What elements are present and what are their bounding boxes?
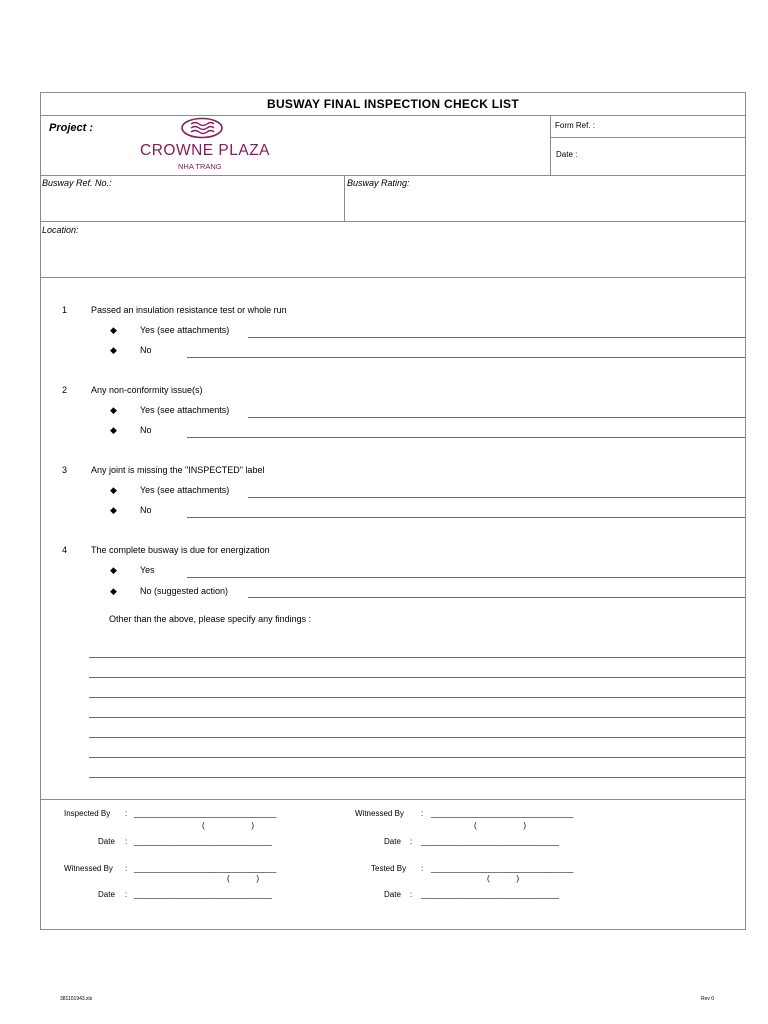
inspected-by-label: Inspected By xyxy=(64,809,111,818)
date-label: Date xyxy=(384,837,401,846)
item-question: Passed an insulation resistance test or whole run xyxy=(91,305,287,315)
item-number: 4 xyxy=(62,545,68,555)
form-title: BUSWAY FINAL INSPECTION CHECK LIST xyxy=(266,97,519,111)
logo-brand: CROWNE PLAZA xyxy=(140,142,271,159)
bullet-diamond-icon: ◆ xyxy=(110,345,117,355)
inspected-by-paren: ( ) xyxy=(202,821,255,830)
crowne-plaza-logo xyxy=(140,116,271,174)
divider xyxy=(40,175,746,176)
bullet-diamond-icon: ◆ xyxy=(110,565,117,575)
date-field[interactable]: _______________________________ xyxy=(134,890,272,899)
tested-by-field[interactable]: ________________________________ xyxy=(431,864,574,873)
divider xyxy=(344,175,345,221)
footer-filename: 381101943.xls xyxy=(60,996,93,1002)
date-field[interactable]: _______________________________ xyxy=(134,837,272,846)
colon: : xyxy=(421,809,424,818)
busway-rating-label: Busway Rating: xyxy=(347,178,410,188)
option-no: No (suggested action) xyxy=(140,586,229,596)
findings-line[interactable] xyxy=(89,717,745,718)
form-ref-label: Form Ref. : xyxy=(555,121,596,130)
colon: : xyxy=(421,864,424,873)
witnessed-by-field[interactable]: ________________________________ xyxy=(431,809,574,818)
divider xyxy=(550,137,746,138)
findings-line[interactable] xyxy=(89,757,745,758)
item-number: 2 xyxy=(62,385,68,395)
option-no: No xyxy=(140,505,152,515)
option-yes: Yes (see attachments) xyxy=(140,405,230,415)
item-question: Any joint is missing the "INSPECTED" label xyxy=(91,465,265,475)
findings-line[interactable] xyxy=(89,777,745,778)
answer-line[interactable] xyxy=(248,497,745,498)
item-number: 1 xyxy=(62,305,68,315)
colon: : xyxy=(410,890,413,899)
answer-line[interactable] xyxy=(187,437,745,438)
findings-line[interactable] xyxy=(89,697,745,698)
bullet-diamond-icon: ◆ xyxy=(110,425,117,435)
bullet-diamond-icon: ◆ xyxy=(110,325,117,335)
answer-line[interactable] xyxy=(248,417,745,418)
project-label: Project : xyxy=(49,122,94,134)
answer-line[interactable] xyxy=(248,337,745,338)
date-label: Date : xyxy=(556,150,578,159)
bullet-diamond-icon: ◆ xyxy=(110,485,117,495)
option-yes: Yes (see attachments) xyxy=(140,485,230,495)
bullet-diamond-icon: ◆ xyxy=(110,505,117,515)
witnessed-by-paren: ( ) xyxy=(474,821,527,830)
colon: : xyxy=(125,837,128,846)
bullet-diamond-icon: ◆ xyxy=(110,586,117,596)
colon: : xyxy=(125,809,128,818)
date-field[interactable]: _______________________________ xyxy=(421,837,559,846)
answer-line[interactable] xyxy=(248,597,745,598)
bullet-diamond-icon: ◆ xyxy=(110,405,117,415)
item-question: The complete busway is due for energization xyxy=(91,545,270,555)
colon: : xyxy=(125,890,128,899)
option-yes: Yes (see attachments) xyxy=(140,325,230,335)
divider xyxy=(40,221,746,222)
colon: : xyxy=(410,837,413,846)
logo-emblem-icon xyxy=(180,117,224,139)
location-label: Location: xyxy=(42,225,79,235)
inspected-by-field[interactable]: ________________________________ xyxy=(134,809,277,818)
option-yes: Yes xyxy=(140,565,155,575)
answer-line[interactable] xyxy=(187,517,745,518)
witnessed-by-label: Witnessed By xyxy=(355,809,404,818)
findings-line[interactable] xyxy=(89,657,745,658)
date-field[interactable]: _______________________________ xyxy=(421,890,559,899)
other-findings-label: Other than the above, please specify any findings : xyxy=(109,614,312,624)
item-question: Any non-conformity issue(s) xyxy=(91,385,203,395)
witnessed-by-label: Witnessed By xyxy=(64,864,113,873)
footer-revision: Rev 0 xyxy=(701,996,715,1002)
divider xyxy=(550,115,551,175)
witnessed-by-field[interactable]: ________________________________ xyxy=(134,864,277,873)
logo-sub: NHA TRANG xyxy=(178,162,222,171)
findings-line[interactable] xyxy=(89,677,745,678)
busway-ref-label: Busway Ref. No.: xyxy=(42,178,112,188)
divider xyxy=(40,277,746,278)
divider xyxy=(40,799,746,800)
answer-line[interactable] xyxy=(187,577,745,578)
findings-line[interactable] xyxy=(89,737,745,738)
tested-by-paren: ( ) xyxy=(487,874,519,883)
option-no: No xyxy=(140,345,152,355)
witnessed-by-paren: ( ) xyxy=(227,874,259,883)
tested-by-label: Tested By xyxy=(371,864,407,873)
date-label: Date xyxy=(98,837,115,846)
option-no: No xyxy=(140,425,152,435)
item-number: 3 xyxy=(62,465,68,475)
colon: : xyxy=(125,864,128,873)
date-label: Date xyxy=(384,890,401,899)
answer-line[interactable] xyxy=(187,357,745,358)
date-label: Date xyxy=(98,890,115,899)
